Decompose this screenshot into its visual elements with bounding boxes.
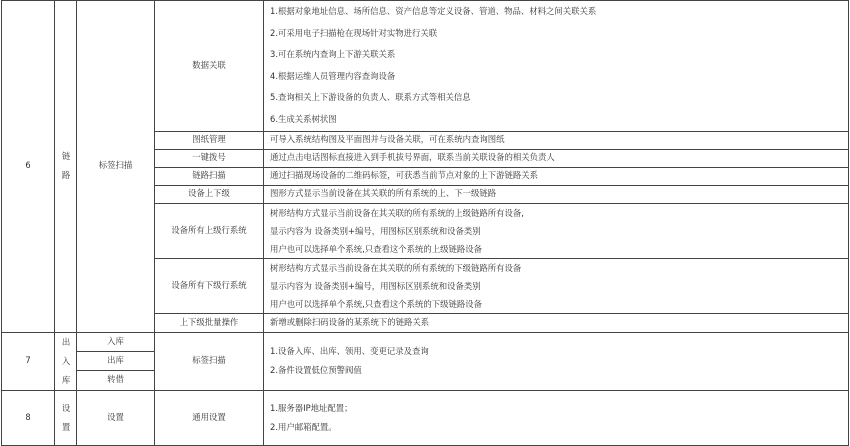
category-cell: 链路	[55, 1, 77, 333]
function-name: 设备所有上级行系统	[155, 203, 264, 258]
spec-table	[1, 0, 849, 446]
function-name: 图纸管理	[155, 131, 264, 149]
row-number: 8	[2, 390, 55, 445]
module-cell: 设置	[77, 390, 155, 445]
category-cell: 设置	[55, 390, 77, 445]
function-name: 设备所有下级行系统	[155, 258, 264, 313]
function-name: 链路扫描	[155, 167, 264, 185]
function-desc: 树形结构方式显示当前设备在其关联的所有系统的下级链路所有设备 显示内容为 设备类别+编号，用图标区别系统和设备类别 用户也可以选择单个系统,只查看这个系统的下级链路设备	[264, 258, 849, 313]
row-number: 6	[2, 1, 55, 333]
category-cell: 出入库	[55, 332, 77, 390]
module-cell: 标签扫描	[77, 1, 155, 333]
sub-module-cell: 转借	[77, 370, 155, 390]
function-desc: 1.设备入库、出库、领用、变更记录及查询 2.备件设置低位预警阀值	[264, 332, 849, 390]
function-desc: 通过扫描现场设备的二维码标签，可获悉当前节点对象的上下游链路关系	[264, 167, 849, 185]
function-desc: 通过点击电话图标直接进入到手机拔号界面，联系当前关联设备的相关负责人	[264, 149, 849, 167]
function-name: 上下级批量操作	[155, 313, 264, 332]
function-desc: 1.根据对象地址信息、场所信息、资产信息等定义设备、管道、物品、材料之间关联关系 2.可采用电子扫描枪在现场针对实物进行关联 3.可在系统内查询上下游关联关系 4.根据运维人员管理内容查询设备 5.查询相关上下游设备的负责人、联系方式等相关信息 6.生成关系树状图	[264, 1, 849, 132]
sub-module-cell: 入库	[77, 332, 155, 352]
function-desc: 新增或删除扫码设备的某系统下的链路关系	[264, 313, 849, 332]
function-desc: 可导入系统结构图及平面图并与设备关联，可在系统内查询图纸	[264, 131, 849, 149]
sub-module-cell: 出库	[77, 352, 155, 371]
function-name: 设备上下级	[155, 185, 264, 203]
function-name: 数据关联	[155, 1, 264, 132]
function-desc: 1.服务器IP地址配置； 2.用户邮箱配置。	[264, 390, 849, 445]
table-row	[2, 390, 849, 445]
function-name: 通用设置	[155, 390, 264, 445]
function-name: 标签扫描	[155, 332, 264, 390]
function-name: 一键拨号	[155, 149, 264, 167]
table-row	[2, 332, 849, 352]
function-desc: 树形结构方式显示当前设备在其关联的所有系统的上级链路所有设备, 显示内容为 设备类别+编号，用图标区别系统和设备类别 用户也可以选择单个系统,只查看这个系统的上级链路设备	[264, 203, 849, 258]
row-number: 7	[2, 332, 55, 390]
function-desc: 图形方式显示当前设备在其关联的所有系统的上、下一级链路	[264, 185, 849, 203]
table-row	[2, 1, 849, 132]
